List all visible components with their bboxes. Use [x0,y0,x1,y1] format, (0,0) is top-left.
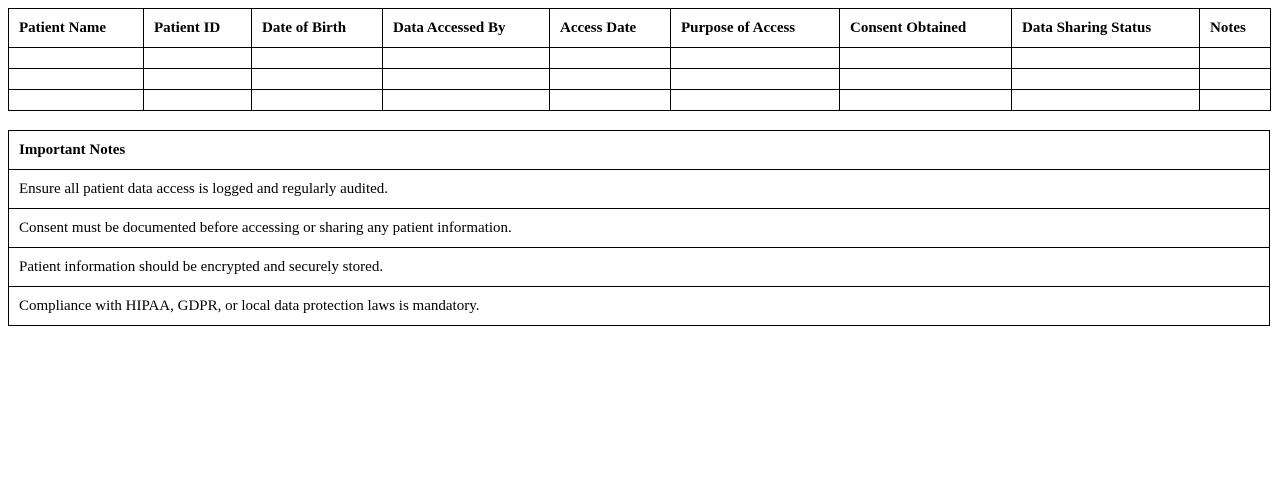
column-header-purpose-of-access: Purpose of Access [671,9,840,48]
table-cell [383,90,550,111]
table-cell [383,48,550,69]
table-cell [840,90,1012,111]
table-cell [1012,69,1200,90]
table-cell [671,90,840,111]
table-cell [9,48,144,69]
table-row [9,69,1271,90]
table-cell [144,69,252,90]
table-cell [550,69,671,90]
table-cell [1012,90,1200,111]
table-cell [1200,69,1271,90]
table-cell [550,48,671,69]
table-cell [1200,48,1271,69]
patient-access-log-table [8,8,1271,111]
note-row [9,287,1270,326]
table-cell [383,69,550,90]
column-header-consent-obtained: Consent Obtained [840,9,1012,48]
table-cell [840,69,1012,90]
important-notes-heading: Important Notes [9,131,1270,170]
column-header-patient-name: Patient Name [9,9,144,48]
note-row [9,209,1270,248]
note-row [9,248,1270,287]
table-cell [671,48,840,69]
table-cell [144,90,252,111]
column-header-patient-id: Patient ID [144,9,252,48]
table-cell [671,69,840,90]
column-header-data-accessed-by: Data Accessed By [383,9,550,48]
table-cell [252,69,383,90]
note-item: Compliance with HIPAA, GDPR, or local data protection laws is mandatory. [9,287,1270,326]
column-header-date-of-birth: Date of Birth [252,9,383,48]
table-cell [9,90,144,111]
table-cell [1200,90,1271,111]
note-item: Patient information should be encrypted and securely stored. [9,248,1270,287]
column-header-data-sharing-status: Data Sharing Status [1012,9,1200,48]
document-body [8,8,1270,326]
notes-header-row [9,131,1270,170]
table-cell [9,69,144,90]
table-row [9,90,1271,111]
table-cell [252,90,383,111]
column-header-notes: Notes [1200,9,1271,48]
table-cell [144,48,252,69]
note-row [9,170,1270,209]
table-cell [252,48,383,69]
table-header-row [9,9,1271,48]
table-cell [840,48,1012,69]
note-item: Consent must be documented before accessing or sharing any patient information. [9,209,1270,248]
table-row [9,48,1271,69]
table-cell [1012,48,1200,69]
table-cell [550,90,671,111]
column-header-access-date: Access Date [550,9,671,48]
note-item: Ensure all patient data access is logged and regularly audited. [9,170,1270,209]
important-notes-table [8,130,1270,326]
